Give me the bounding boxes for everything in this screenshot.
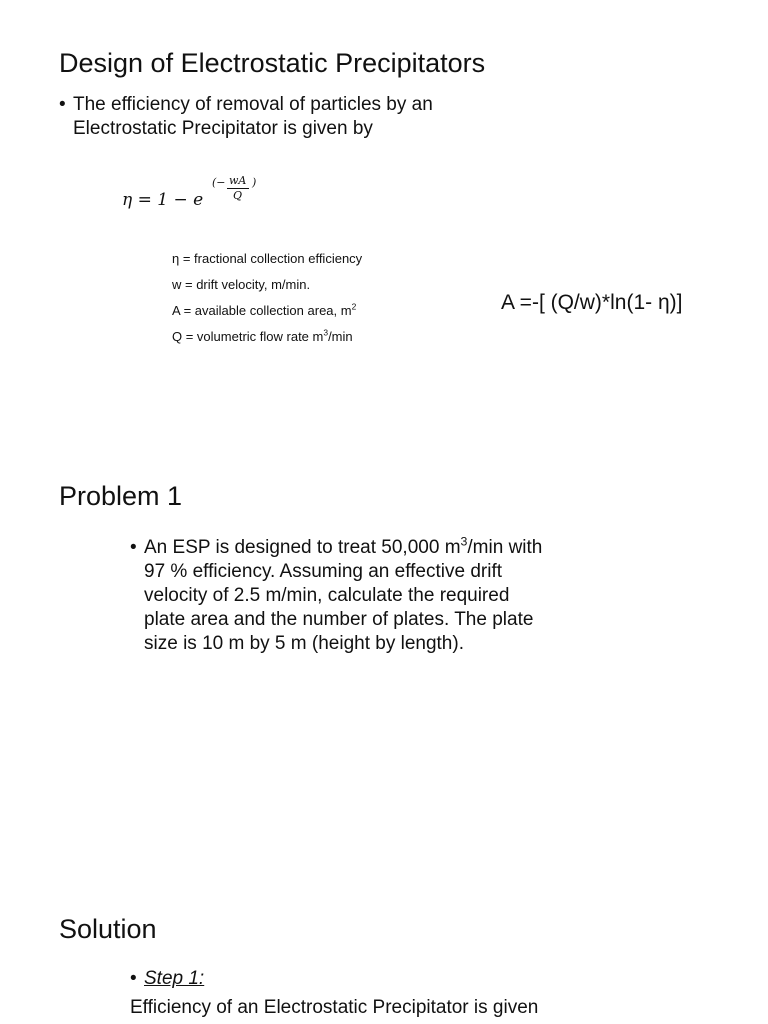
problem-statement xyxy=(130,536,600,656)
intro-line-1: The efficiency of removal of particles by an xyxy=(73,94,433,115)
formula-exp-close: ) xyxy=(252,176,257,189)
variable-q: Q = volumetric flow rate $m^3/\min$ xyxy=(172,327,353,344)
intro-line-2: Electrostatic Precipitator is given by xyxy=(73,118,373,139)
bullet-marker: • xyxy=(130,968,137,989)
variable-a: A = available collection area, $m^2$ xyxy=(172,301,357,318)
section-title-design: Design of Electrostatic Precipitators xyxy=(59,48,486,78)
problem-line-5: size is 10 m by 5 m (height by length). xyxy=(144,633,464,654)
intro-bullet xyxy=(59,93,519,141)
formula-exp-open: (− xyxy=(212,176,226,189)
problem-title: Problem 1 xyxy=(59,481,183,511)
solution-title: Solution xyxy=(59,914,157,944)
rearranged-area-formula: A =-[ (Q/w)*ln(1- η)] xyxy=(501,291,683,314)
step-1-label: Step 1: xyxy=(144,968,205,989)
formula-base: η = 1 − e xyxy=(122,190,204,210)
efficiency-formula xyxy=(122,176,282,216)
solution-step xyxy=(130,967,600,991)
variable-w: w = drift velocity, m/min. xyxy=(172,277,311,292)
problem-line-2: 97 % efficiency. Assuming an effective drift xyxy=(144,561,503,582)
problem-line-4: plate area and the number of plates. The plate xyxy=(144,609,534,630)
formula-exp-denominator: Q xyxy=(233,189,243,202)
problem-line-1: An ESP is designed to treat 50,000 $m^3/\min$ with xyxy=(144,534,543,558)
variable-eta: η = fractional collection efficiency xyxy=(172,251,363,266)
solution-line-1: Efficiency of an Electrostatic Precipitator is given xyxy=(130,997,539,1018)
formula-exp-numerator: wA xyxy=(229,174,247,187)
bullet-marker: • xyxy=(130,537,137,558)
problem-line-3: velocity of 2.5 m/min, calculate the required xyxy=(144,585,510,606)
variable-definitions xyxy=(172,246,362,350)
bullet-marker: • xyxy=(59,94,66,115)
